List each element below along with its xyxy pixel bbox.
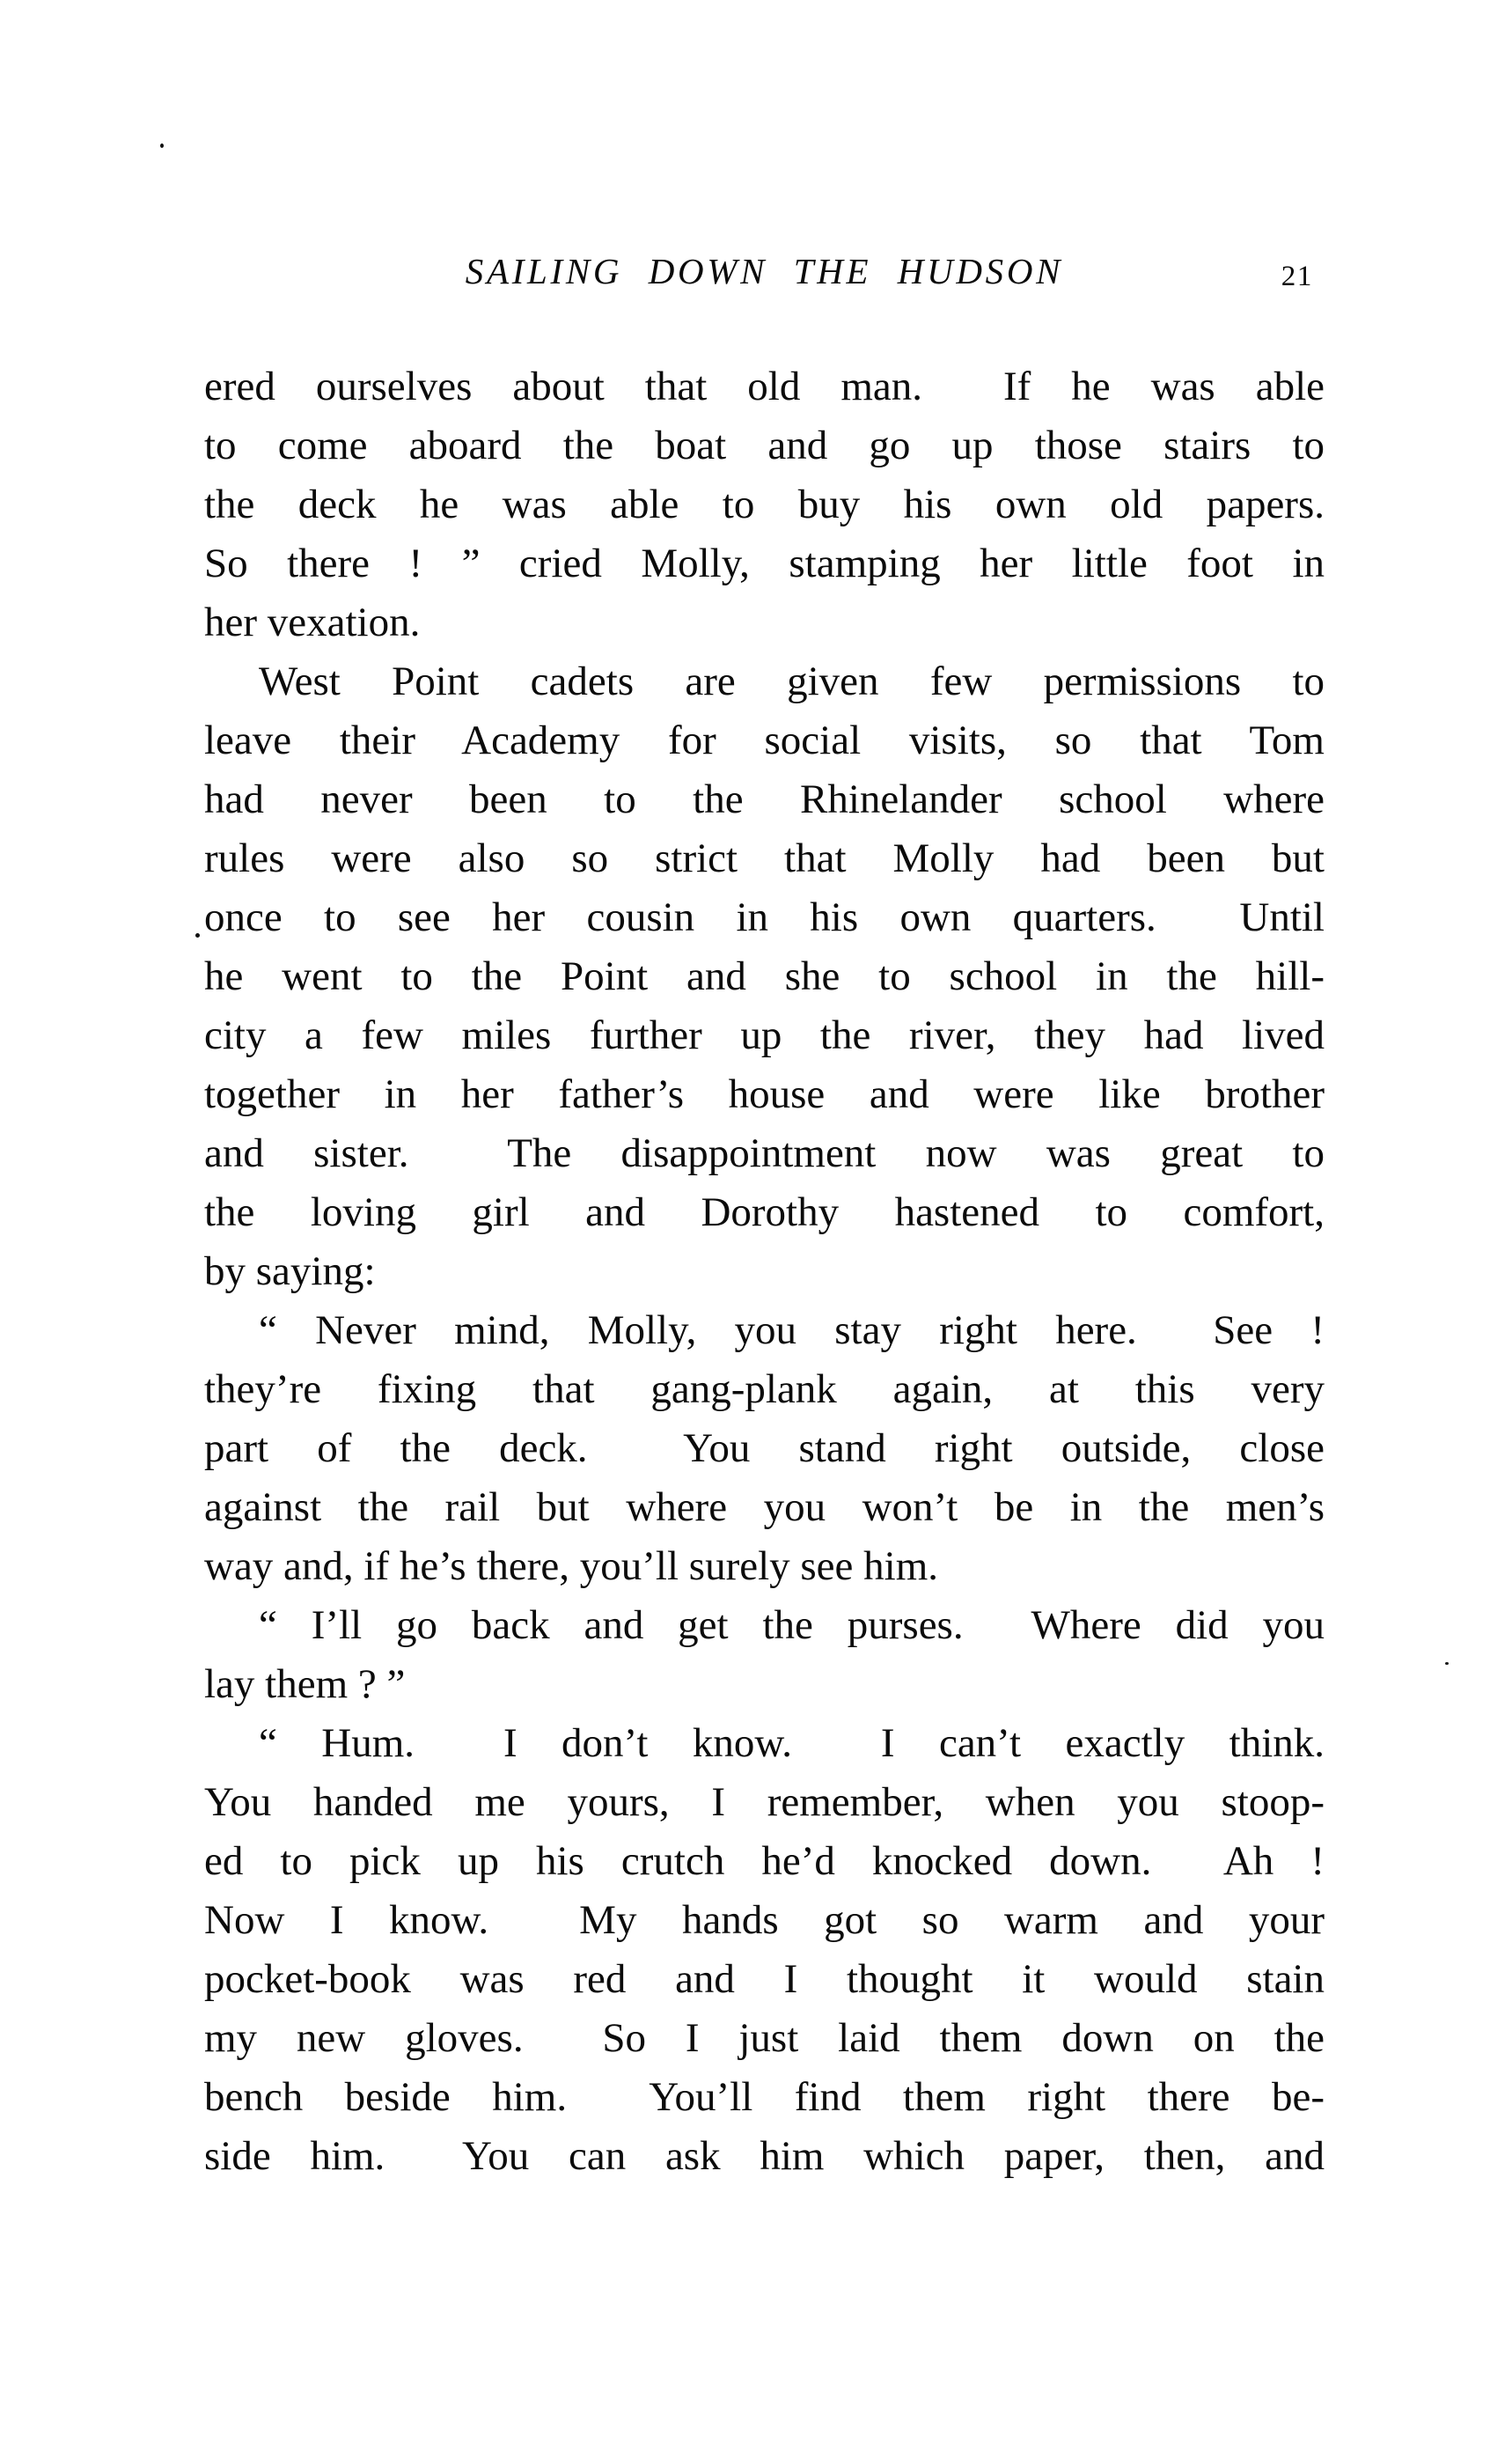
text-line: bench beside him. You’ll find them right there be-: [204, 2074, 1325, 2120]
text-line: rules were also so strict that Molly had been but: [204, 835, 1325, 881]
text-line: “ Never mind, Molly, you stay right here. See !: [259, 1307, 1325, 1353]
running-header-title: SAILING DOWN THE HUDSON: [465, 251, 1064, 291]
scan-speck: [195, 933, 200, 938]
text-line: way and, if he’s there, you’ll surely see him.: [204, 1543, 939, 1589]
text-line: the deck he was able to buy his own old papers.: [204, 482, 1325, 527]
text-line: “ I’ll go back and get the purses. Where did you: [259, 1602, 1325, 1648]
text-line: to come aboard the boat and go up those stairs to: [204, 423, 1325, 468]
text-line: lay them ? ”: [204, 1661, 406, 1707]
text-line: her vexation.: [204, 600, 421, 645]
text-line: “ Hum. I don’t know. I can’t exactly think.: [259, 1720, 1325, 1766]
text-line: the loving girl and Dorothy hastened to comfort,: [204, 1189, 1325, 1235]
page-number: 21: [1281, 261, 1313, 292]
text-line: by saying:: [204, 1248, 376, 1294]
text-line: against the rail but where you won’t be in the men’s: [204, 1484, 1325, 1530]
text-line: and sister. The disappointment now was great to: [204, 1130, 1325, 1176]
text-line: together in her father’s house and were like brother: [204, 1071, 1325, 1117]
text-line: once to see her cousin in his own quarters. Until: [204, 894, 1325, 940]
text-line: West Point cadets are given few permissions to: [259, 659, 1325, 704]
page-body: [204, 357, 1325, 2186]
scan-speck: [1445, 1662, 1449, 1665]
text-line: pocket-book was red and I thought it would stain: [204, 1956, 1325, 2002]
text-line: ed to pick up his crutch he’d knocked down. Ah !: [204, 1838, 1325, 1884]
text-line: So there ! ” cried Molly, stamping her little foot in: [204, 541, 1325, 586]
text-line: city a few miles further up the river, they had lived: [204, 1012, 1325, 1058]
text-line: Now I know. My hands got so warm and your: [204, 1897, 1325, 1943]
scan-speck: [160, 144, 164, 148]
text-line: side him. You can ask him which paper, then, and: [204, 2133, 1325, 2179]
text-line: ered ourselves about that old man. If he was able: [204, 364, 1325, 409]
text-line: he went to the Point and she to school in the hill-: [204, 953, 1325, 999]
text-line: leave their Academy for social visits, so that Tom: [204, 718, 1325, 763]
text-line: You handed me yours, I remember, when you stoop-: [204, 1779, 1325, 1825]
text-line: part of the deck. You stand right outside, close: [204, 1425, 1325, 1471]
text-line: my new gloves. So I just laid them down on the: [204, 2015, 1325, 2061]
text-line: they’re fixing that gang-plank again, at this very: [204, 1366, 1325, 1412]
text-line: had never been to the Rhinelander school where: [204, 776, 1325, 822]
